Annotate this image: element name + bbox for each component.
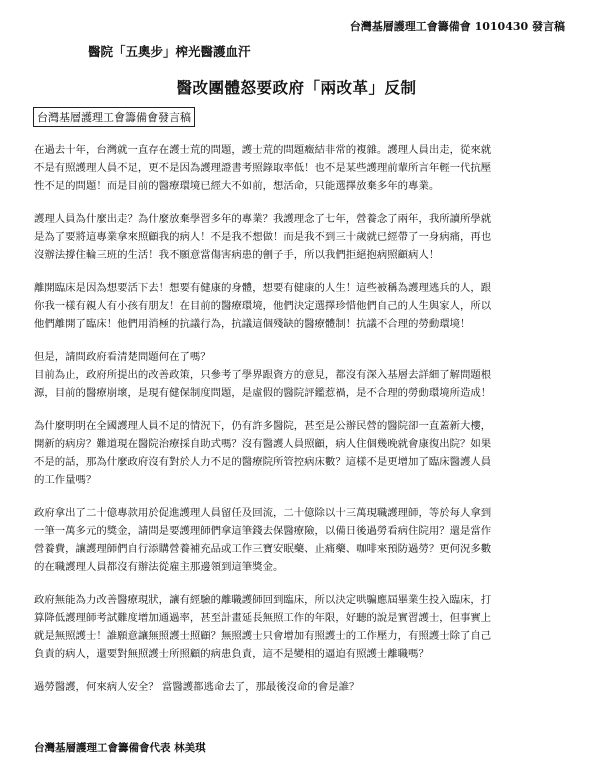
paragraph-line: 源，目前的醫療崩壞，是現有健保制度問題，是虛假的醫院評鑑惹禍，是不合理的勞動環境所造成！ (34, 387, 492, 399)
paragraph-line: 他們離開了臨床！他們用消極的抗議行為，抗議這個殘缺的醫療體制！抗議不合理的勞動環境！ (34, 318, 471, 330)
paragraph-line: 不是的話，那為什麼政府沒有對於人力不足的醫療院所管控病床數？這樣不是更增加了臨床醫護人員 (34, 456, 492, 468)
paragraph (34, 417, 562, 489)
subtitle: 醫院「五奧步」榨光醫護血汗 (88, 44, 251, 59)
paragraph-line: 就是無照護士！誰願意讓無照護士照顧？無照護士只會增加有照護士的工作壓力，有照護士除了自己 (34, 630, 492, 642)
paragraph-line: 你我一樣有親人有小孩有朋友！在目前的醫療環境，他們決定選擇珍惜他們自己的人生與家人，所以 (34, 300, 492, 312)
source-label-box: 台灣基層護理工會籌備會發言稿 (33, 107, 195, 127)
paragraph-line: 離開臨床是因為想要活下去！想要有健康的身體，想要有健康的人生！這些被稱為護理逃兵的人，跟 (34, 282, 492, 294)
paragraph-line: 政府拿出了二十億專款用於促進護理人員留任及回流，二十億除以十三萬現職護理師，等於每人拿到 (34, 507, 492, 519)
paragraph (34, 591, 562, 663)
paragraph-line: 算降低護理師考試難度增加通過率，甚至計畫延長無照工作的年限，好聽的說是實習護士，但事實上 (34, 612, 492, 624)
paragraph-line: 的在職護理人員都沒有辦法從雇主那邊領到這筆獎金。 (34, 561, 284, 573)
paragraph-line: 沒辦法撐住輪三班的生活！我不願意當傷害病患的劊子手，所以我們拒絕抱病照顧病人！ (34, 249, 440, 261)
paragraph-line: 的工作量嗎？ (34, 474, 97, 486)
paragraph-line: 營養費，讓護理師們自行添購營養補充品或工作三寶安眠藥、止痛藥、咖啡來預防過勞？更何況多數 (34, 543, 492, 555)
paragraph-line: 政府無能為力改善醫療現狀，讓有經驗的離職護師回到臨床，所以決定哄騙應屆畢業生投入臨床，打 (34, 594, 492, 606)
paragraph-line: 是為了要將這專業拿來照顧我的病人！不是我不想做！而是我不到三十歲就已經帶了一身病痛，再也 (34, 231, 492, 243)
paragraph (34, 279, 562, 333)
paragraph (34, 210, 562, 264)
paragraph-line: 護理人員為什麼出走？為什麼放棄學習多年的專業？我護理念了七年，營養念了兩年，我所讀所學就 (34, 213, 492, 225)
paragraph-line: 但是，請問政府看清楚問題何在了嗎？ (34, 351, 211, 363)
paragraph-line: 不是有照護理人員不足，更不是因為護理證書考照錄取率低！也不是某些護理前輩所言年輕一代抗壓 (34, 162, 492, 174)
paragraph-line: 一筆一萬多元的獎金，請問是要護理師們拿這筆錢去保醫療險，以備日後過勞看病住院用？還是當作 (34, 525, 492, 537)
paragraph-line: 為什麼明明在全國護理人員不足的情況下，仍有許多醫院，甚至是公辦民營的醫院卻一直蓋新大樓， (34, 420, 492, 432)
paragraph-line: 負責的病人，還要對無照護士所照顧的病患負責，這不是變相的逼迫有照護士離職嗎？ (34, 648, 429, 660)
page-title: 醫改團體怒要政府「兩改革」反制 (176, 78, 417, 97)
signature: 台灣基層護理工會籌備會代表 林美琪 (34, 742, 206, 754)
paragraph-line: 過勞醫護，何來病人安全？ 當醫護都逃命去了，那最後沒命的會是誰？ (34, 681, 360, 693)
paragraph (34, 504, 562, 576)
paragraph-line: 在過去十年，台灣就一直存在護士荒的問題，護士荒的問題癥結非常的複雜。護理人員出走，從來就 (34, 144, 492, 156)
paragraph-line: 性不足的問題！而是目前的醫療環境已經大不如前，想活命，只能選擇放棄多年的專業。 (34, 180, 440, 192)
paragraph (34, 141, 562, 195)
paragraph-line: 目前為止，政府所提出的改善政策，只參考了學界跟資方的意見，都沒有深入基層去詳細了解問題根 (34, 369, 492, 381)
paragraph-line: 開新的病房？難道現在醫院治療採自助式嗎？沒有醫護人員照顧，病人住個幾晚就會康復出院？如果 (34, 438, 492, 450)
article-body (34, 141, 562, 711)
header-note: 台灣基層護理工會籌備會 1010430 發言稿 (349, 20, 565, 33)
paragraph (34, 348, 562, 402)
paragraph (34, 678, 562, 696)
